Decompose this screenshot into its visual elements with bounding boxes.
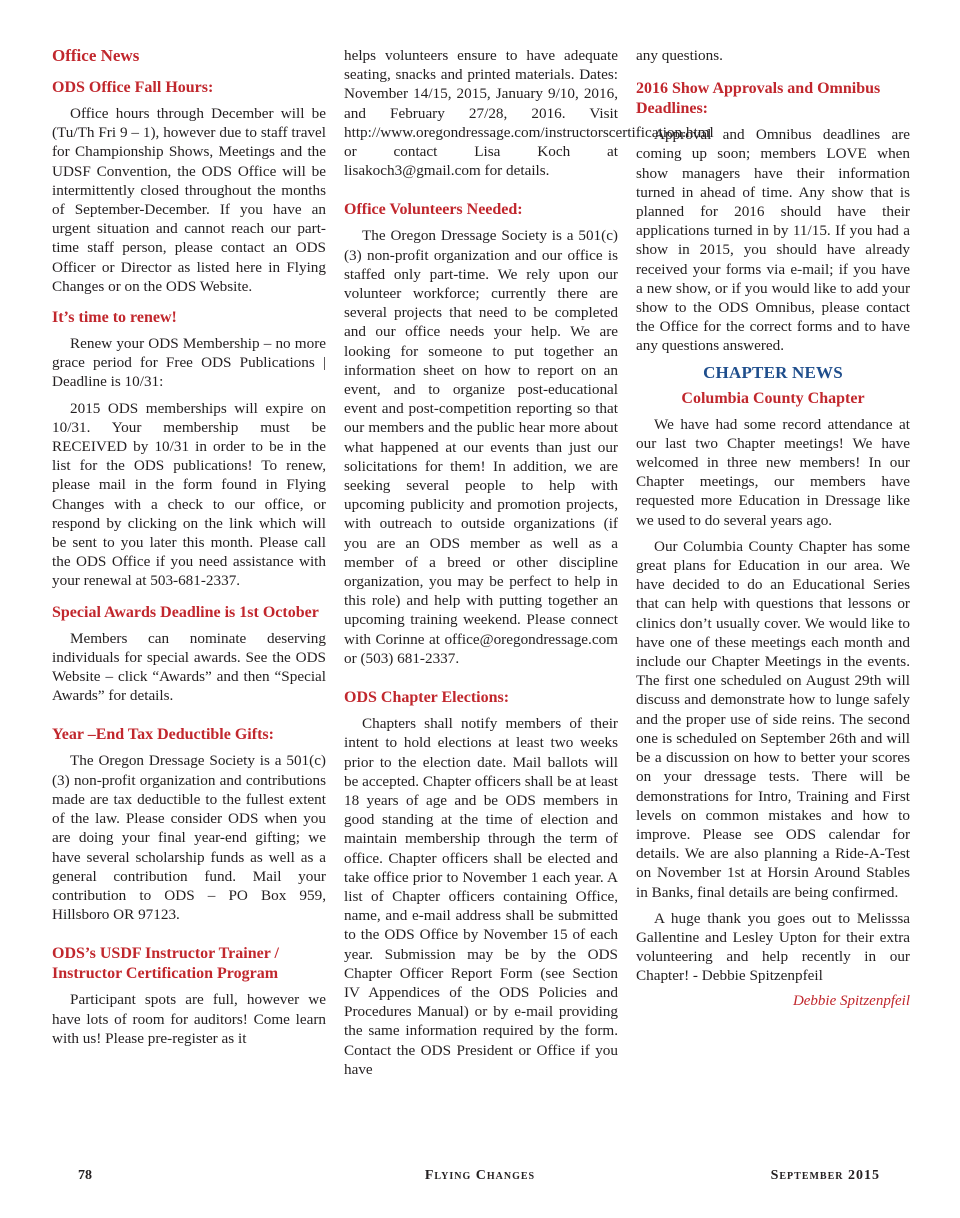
- footer: [0, 1168, 960, 1188]
- instructor-text: Participant spots are full, however we have lots of room for auditors! Come learn with us! Please pre-register as it: [52, 991, 326, 1047]
- tax-text: The Oregon Dressage Society is a 501(c)(3) non-profit organization and contributions made are tax deductible to the fullest extent of the law. Please consider ODS when you are doing your final year-end gifting; we have several scholarship funds as well as a general contribution fund. Mail your contribution to ODS – PO Box 959, Hillsboro OR 97123.: [52, 752, 326, 924]
- office-news-heading: Office News: [52, 46, 140, 65]
- magazine-title: Flying Changes: [424, 1168, 536, 1183]
- signature: Debbie Spitzenpfeil: [792, 992, 910, 1009]
- page-number: 78: [78, 1168, 92, 1183]
- columbia-text-2: Our Columbia County Chapter has some great plans for Education in our area. We have decided to do an Educational Series that can help with questions that lessons or clinics don’t usually cover. We would like to have one of these meetings each month and include our Chapter Meetings in the events. The first one scheduled on August 29th will discuss and demonstrate how to lunge safely and the proper use of side reins. The second one is scheduled on September 26th and will be a discussion on how to better your scores on your dressage tests. There will be demonstrations for Intro, Training and First levels on common mistakes and how to improve. Please see ODS calendar for details. We are also planning a Ride-A-Test on November 1st at Horsin Around Stables in Banks, final details are being confirmed.: [636, 537, 910, 901]
- chapter-news-heading: CHAPTER NEWS: [703, 362, 843, 382]
- renew-heading: It’s time to renew!: [52, 309, 177, 327]
- column-3: [636, 46, 910, 1010]
- columbia-chapter-heading: Columbia County Chapter: [681, 389, 865, 407]
- show-approvals-heading: 2016 Show Approvals and Omnibus Deadlines:: [636, 80, 881, 118]
- renew-details-text: 2015 ODS memberships will expire on 10/31. Your membership must be RECEIVED by 10/31 in order to be in the list for the ODS publications! To renew, please mail in the form found in Flying Changes with a check to our office, or respond by clicking on the link which will be sent to you later this month. Please call the ODS Office if you need assistance with your renewal at 503-681-2337.: [52, 399, 326, 590]
- fall-hours-text: Office hours through December will be (Tu/Th Fri 9 – 1), however due to staff travel for Championship Shows, Meetings and the UDSF Convention, the ODS Office will be intermittently closed throughout the months of September-December. If you have an urgent situation and cannot reach our part-time staff person, please contact an ODS Officer or Director as listed here in Flying Changes or on the ODS Website.: [52, 105, 326, 295]
- show-approvals-text: Approval and Omnibus deadlines are coming up soon; members LOVE when show managers have their information turned in ahead of time. Any show that is planned for 2016 should have their applications turned in by 11/15. If you had a show in 2015, you should have already received your forms via e-mail; if you have a new show, or if you would like to add your show to the ODS Omnibus, please contact the Office for the correct forms and to have any questions answered.: [636, 126, 910, 355]
- renew-intro-text: Renew your ODS Membership – no more grace period for Free ODS Publications | Deadline is 10/31:: [52, 335, 326, 391]
- elections-text-continued: any questions.: [636, 47, 723, 64]
- issue-date: September 2015: [770, 1168, 880, 1183]
- columbia-text-3: A huge thank you goes out to Melisssa Gallentine and Lesley Upton for their extra volunteering and help recently in our Chapter! - Debbie Spitzenpfeil: [636, 909, 910, 985]
- awards-text: Members can nominate deserving individuals for special awards. See the ODS Website – click “Awards” and then “Special Awards” for details.: [52, 629, 326, 705]
- tax-heading: Year –End Tax Deductible Gifts:: [52, 726, 274, 744]
- awards-heading: Special Awards Deadline is 1st October: [52, 603, 319, 621]
- fall-hours-heading: ODS Office Fall Hours:: [52, 79, 214, 96]
- volunteers-heading: Office Volunteers Needed:: [344, 201, 523, 219]
- elections-heading: ODS Chapter Elections:: [344, 689, 510, 707]
- volunteers-text: The Oregon Dressage Society is a 501(c)(3) non-profit organization and our office is staffed only part-time. We rely upon our volunteer workforce; currently there are several projects that need to be completed and our office needs your help. We are looking for someone to put together an information sheet on how to report on an event, and to organize post-educational event and post-competition reporting so that our members and the public hear more about what happened at our events than just our solicitations for them! In addition, we are seeking several people to help with upcoming publicity and promotion projects, with outreach to outside organizations (if you are an ODS member as well as a member of a breed or other discipline organization, you may be perfect to help in this role) and help with putting together an upcoming training weekend. Please connect with Corinne at office@oregondressage.com or (503) 681-2337.: [344, 227, 618, 667]
- instructor-heading: ODS’s USDF Instructor Trainer / Instructor Certification Program: [52, 945, 279, 983]
- columbia-text-1: We have had some record attendance at our last two Chapter meetings! We have welcomed in three new members! In our Chapter meetings, our members have requested more Education in Dressage like we used to do several years ago.: [636, 415, 910, 529]
- instructor-text-continued: helps volunteers ensure to have adequate seating, snacks and printed materials. Dates: November 14/15, 2015, January 9/10, 2016, and February 27/28, 2016. Visit http://www.oregondressage.com/instructorscertification.html or contact Lisa Koch at lisakoch3@gmail.com for details.: [344, 47, 714, 180]
- elections-text: Chapters shall notify members of their intent to hold elections at least two weeks prior to the election date. Mail ballots will be accepted. Chapter officers shall be at least 18 years of age and be ODS members in good standing at the time of election and maintain membership through the term of office. Chapter officers shall be elected and take office prior to November 1 each year. A list of Chapter officers containing Office, name, and e-mail address shall be submitted to the ODS Office by November 15 of each year. Submission may be by the ODS Chapter Officer Report Form (see Section IV Appendices of the ODS Policies and Procedures Manual) or by e-mail providing the same information required by the form. Contact the ODS President or Office if you have: [344, 715, 618, 1078]
- column-1: [52, 46, 326, 1055]
